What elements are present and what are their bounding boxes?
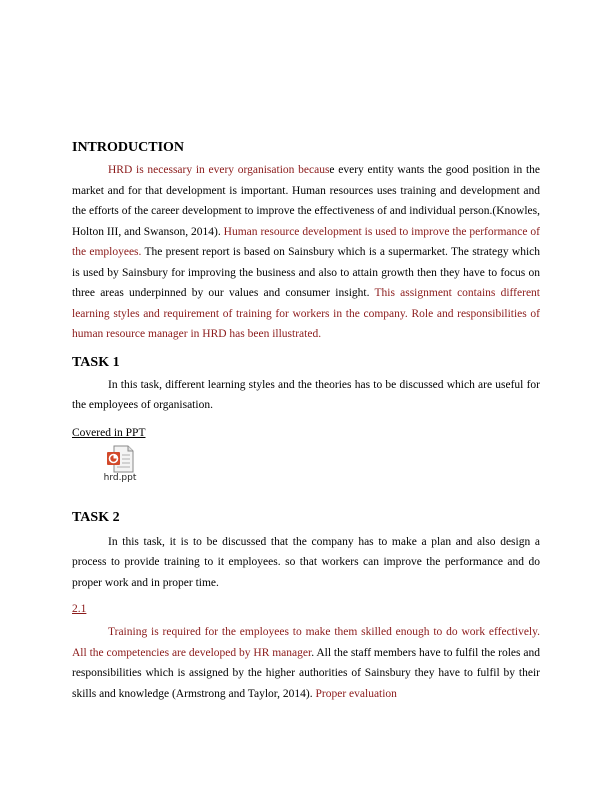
document-page (72, 138, 540, 704)
attachment-filename: hrd.ppt (103, 472, 137, 483)
covered-in-ppt-label: Covered in PPT (72, 426, 146, 439)
intro-segment-4: The present report is based on Sainsbury which is a supermarket. The strategy which is used by Sainsbury for improving the business and also to attain growth then they have to focus on three areas underpinned by our values and consumer insight. (72, 246, 540, 299)
sec21-segment-3: Proper evaluation (315, 687, 397, 700)
intro-segment-2: e every entity wants the good position in the market and for that development is important. Human resources uses training and development and the efforts of the career development to improve the effectiveness of and individual person.(Knowles, Holton III, and Swanson, 2014). (72, 164, 540, 238)
intro-segment-1: HRD is necessary in every organisation becaus (108, 164, 330, 176)
task1-heading: TASK 1 (72, 354, 120, 370)
task2-paragraph: In this task, it is to be discussed that the company has to make a plan and also design a process to provide training to it employees. so that workers can improve the performance and do proper work and in proper time. (72, 535, 540, 589)
task1-paragraph: In this task, different learning styles and the theories has to be discussed which are useful for the employees of organisation. (72, 378, 540, 411)
powerpoint-file-icon (105, 445, 135, 473)
sec21-segment-1: Training is required for the employees to make them skilled enough to do work effectively. All the competencies are developed by HR manager (72, 626, 540, 659)
section-2-1-paragraph (72, 622, 540, 704)
section-2-1-label: 2.1 (72, 603, 87, 615)
sec21-segment-2: . All the staff members have to fulfil the roles and responsibilities which is assigned by the higher authorities of Sainsbury they have to fulfil by their skills and knowledge (Armstrong and Taylor, 2014). (72, 646, 540, 700)
ppt-attachment[interactable] (100, 445, 140, 484)
intro-segment-5: This assignment contains different learning styles and requirement of training for workers in the company. Role and responsibilities of human resource manager in HRD has been illustrated. (72, 287, 540, 340)
introduction-heading: INTRODUCTION (72, 140, 185, 155)
intro-segment-3: Human resource development is used to improve the performance of the employees. (72, 225, 540, 258)
introduction-paragraph (72, 160, 540, 345)
task2-heading: TASK 2 (72, 509, 120, 525)
